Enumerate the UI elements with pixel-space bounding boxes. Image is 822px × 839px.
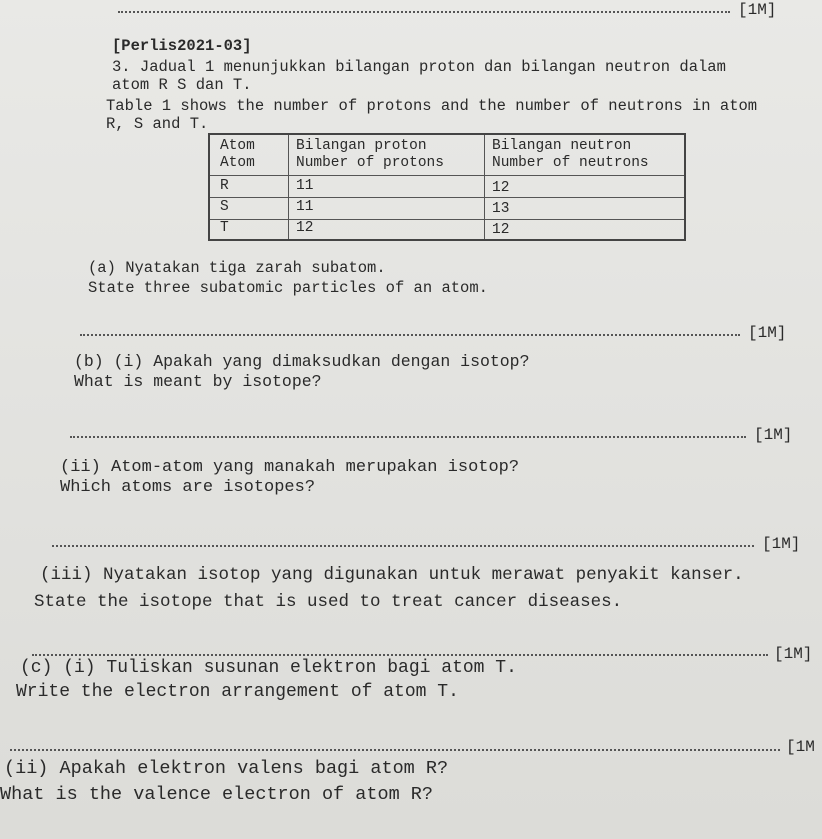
mark-b-iii: [1M] [774,645,813,663]
source-tag: [Perlis2021-03] [112,37,252,55]
header-neutrons-malay: Bilangan neutron [492,138,632,154]
answer-line-b-iii[interactable] [32,654,768,656]
table-row-t-atom: T [220,220,229,236]
answer-line-a[interactable] [80,334,740,336]
table-row-s-atom: S [220,199,229,215]
header-atom-english: Atom [220,155,255,171]
part-a-malay: (a) Nyatakan tiga zarah subatom. [88,259,386,277]
header-atom-malay: Atom [220,138,255,154]
mark-c-i: [1M [786,738,815,756]
part-b-ii-malay: (ii) Atom-atom yang manakah merupakan isotop? [60,458,520,477]
part-b-iii-english: State the isotope that is used to treat cancer diseases. [34,592,623,612]
answer-line-b-i[interactable] [70,436,746,438]
header-protons-english: Number of protons [296,155,444,171]
question-malay-line2: atom R S dan T. [112,76,252,94]
table-row-r-atom: R [220,178,229,194]
mark-b-i: [1M] [754,426,793,444]
table-row-r-neutrons: 12 [492,180,510,196]
part-c-i-malay: (c) (i) Tuliskan susunan elektron bagi atom T. [20,658,517,678]
answer-line-c-i[interactable] [10,749,780,751]
part-a-english: State three subatomic particles of an atom. [88,279,488,297]
mark-a: [1M] [748,324,787,342]
question-malay-line1: 3. Jadual 1 menunjukkan bilangan proton dan bilangan neutron dalam [112,58,726,76]
table-row-t-neutrons: 12 [492,222,510,238]
part-b-i-english: What is meant by isotope? [74,372,322,391]
header-neutrons-english: Number of neutrons [492,155,649,171]
answer-line-b-ii[interactable] [52,545,754,547]
mark-top: [1M] [738,1,777,19]
answer-line-top [118,11,730,13]
question-english-line1: Table 1 shows the number of protons and the number of neutrons in atom [106,97,758,115]
table-row-s-protons: 11 [296,199,314,215]
part-c-i-english: Write the electron arrangement of atom T. [16,682,459,702]
part-b-i-malay: (b) (i) Apakah yang dimaksudkan dengan isotop? [74,352,530,371]
part-b-ii-english: Which atoms are isotopes? [60,478,316,497]
part-c-ii-english: What is the valence electron of atom R? [0,784,433,805]
table-row-t-protons: 12 [296,220,314,236]
mark-b-ii: [1M] [762,535,801,553]
question-english-line2: R, S and T. [106,115,209,133]
table-atoms [208,133,686,241]
table-row-s-neutrons: 13 [492,201,510,217]
part-c-ii-malay: (ii) Apakah elektron valens bagi atom R? [4,758,449,779]
part-b-iii-malay: (iii) Nyatakan isotop yang digunakan untuk merawat penyakit kanser. [40,565,744,585]
header-protons-malay: Bilangan proton [296,138,427,154]
table-row-r-protons: 11 [296,178,314,194]
